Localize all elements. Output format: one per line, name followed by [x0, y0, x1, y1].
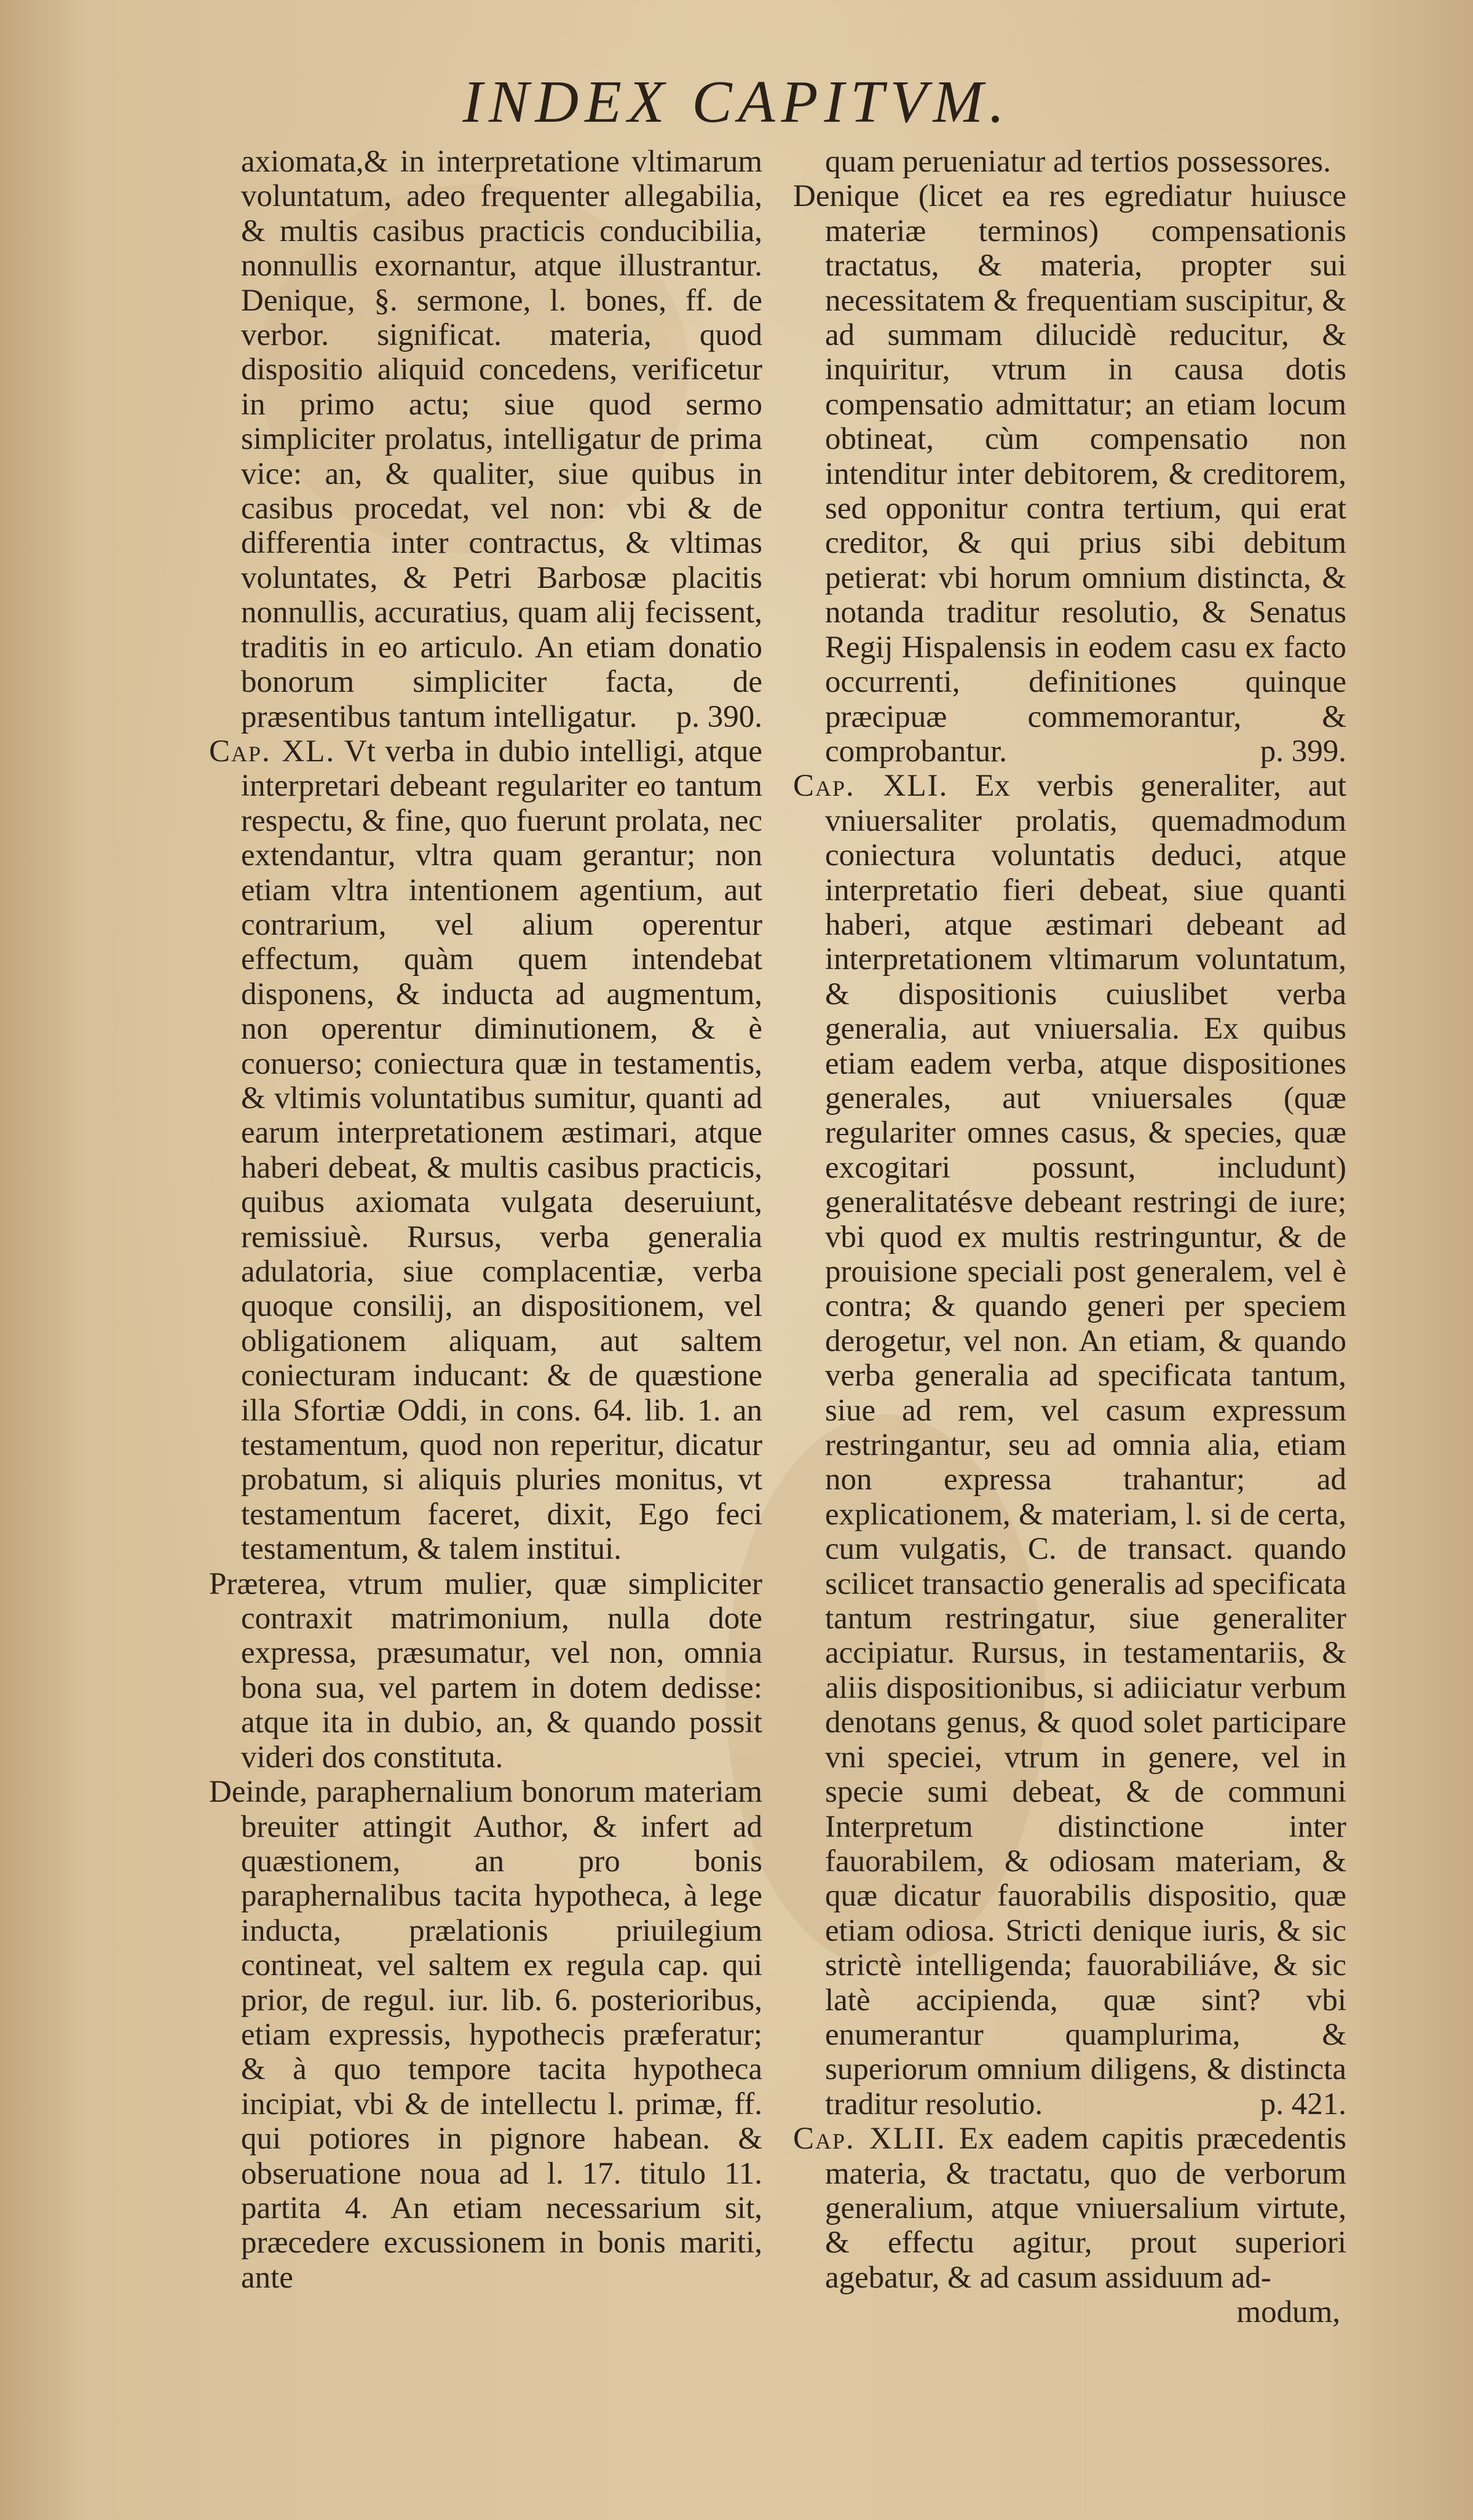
paragraph [793, 145, 1346, 179]
paragraph-text: Denique (licet ea res egrediatur huiusce materiæ terminos) compensationis tractatus, & materia, propter sui necessitatem & frequentiam suscipitur, & ad summam dilucidè reducitur, & inquiritur, vtrum in causa dotis compensatio admittatur; an etiam locum obtineat, cùm compensatio non intenditur inter debitorem, & creditorem, sed opponitur contra tertium, qui erat creditor, & qui prius sibi debitum petierat: vbi horum omnium distincta, & notanda traditur resolutio, & Senatus Regij Hispalensis in eodem casu ex facto occurrenti, definitiones quinque præcipuæ commemorantur, & comprobantur. [793, 179, 1346, 769]
chapter-label: Cap. XLI. [793, 769, 949, 804]
chapter-label: Cap. XL. [209, 734, 336, 769]
paragraph [209, 1567, 762, 1775]
chapter-text: Ex verbis generaliter, aut vniuersaliter prolatis, quemadmodum coniectura voluntatis deduci, atque interpretatio fieri debeat, siue quanti haberi, atque æstimari debeant ad interpretationem vltimarum voluntatum, & dispositionis cuiuslibet verba generalia, aut vniuersalia. Ex quibus etiam eadem verba, atque dispositiones generales, aut vniuersales (quæ regulariter omnes casus, & species, quæ excogitari possunt, includunt) generalitatésve debeant restringi de iure; vbi quod ex multis restringuntur, & de prouisione speciali post generalem, vel è contra; & quando generi per speciem derogetur, vel non. An etiam, & quando verba generalia ad specificata tantum, siue ad rem, vel casum expressum restringantur, seu ad omnia alia, etiam non expressa trahantur; ad explicationem, & materiam, l. si de certa, cum vulgatis, C. de transact. quando scilicet transactio generalis ad specificata tantum restringatur, siue generaliter accipiatur. Rursus, in testamentariis, & aliis dispositionibus, si adiiciatur verbum denotans genus, & quod solet participare vni speciei, vtrum in genere, vel in specie sumi debeat, & de communi Interpretum distinctione inter fauorabilem, & odiosam materiam, & quæ dicatur fauorabilis dispositio, quæ etiam odiosa. Stricti denique iuris, & sic strictè intelligenda; fauorabiliáve, & sic latè accipienda, quæ sint? vbi enumerantur quamplurima, & superiorum omnium diligens, & distincta traditur resolutio. [825, 769, 1347, 2122]
paragraph-text: Præterea, vtrum mulier, quæ simpliciter contraxit matrimonium, nulla dote expressa, præsumatur, vel non, omnia bona sua, vel partem in dotem dedisse: atque ita in dubio, an, & quando possit videri dos constituta. [209, 1566, 762, 1775]
paragraph [793, 179, 1346, 769]
page-reference: p. 421. [1260, 2086, 1346, 2122]
chapter-text: Vt verba in dubio intelligi, atque interpretari debeant regulariter eo tantum respectu, & fine, quo fuerunt prolata, nec extendantur, vltra quam gerantur; non etiam vltra intentionem agentium, aut contrarium, vel alium operentur effectum, quàm quem intendebat disponens, & inducta ad augmentum, non operentur diminutionem, & è conuerso; coniectura quæ in testamentis, & vltimis voluntatibus sumitur, quanti ad earum interpretationem æstimari, atque haberi debeat, & multis casibus practicis, quibus axiomata vulgata deseruiunt, remissiuè. Rursus, verba generalia adulatoria, siue complacentiæ, verba quoque consilij, an dispositionem, vel obligationem aliquam, aut saltem coniecturam inducant: & de quæstione illa Sfortiæ Oddi, in cons. 64. lib. 1. an testamentum, quod non reperitur, dicatur probatum, si aliquis pluries monitus, vt testamentum faceret, dixit, Ego feci testamentum, & talem institui. [241, 734, 762, 1567]
chapter-text: Ex eadem capitis præcedentis materia, & tractatu, quo de verborum generalium, atque vniuersalium virtute, & effectu agitur, prout superiori agebatur, & ad casum assiduum ad- [825, 2122, 1346, 2295]
chapter-label: Cap. XLII. [793, 2122, 946, 2157]
right-column [793, 145, 1346, 2330]
paragraph [209, 1775, 762, 2295]
left-column [209, 145, 762, 2295]
chapter-entry [793, 2122, 1346, 2295]
page-title: INDEX CAPITVM. [462, 69, 1011, 135]
chapter-entry [209, 734, 762, 1567]
catchword: modum, [1236, 2295, 1340, 2330]
page-reference: p. 390. [676, 699, 762, 734]
chapter-entry [793, 769, 1346, 2122]
paragraph-text: quam perueniatur ad tertios possessores. [825, 145, 1331, 179]
page-reference: p. 399. [1260, 734, 1346, 769]
paragraph [209, 145, 762, 734]
paragraph-text: Deinde, paraphernalium bonorum materiam breuiter attingit Author, & infert ad quæstionem, an pro bonis paraphernalibus tacita hypotheca, à lege inducta, prælationis priuilegium contineat, vel saltem ex regula cap. qui prior, de regul. iur. lib. 6. posterioribus, etiam expressis, hypothecis præferatur; & à quo tempore tacita hypotheca incipiat, vbi & de intellectu l. primæ, ff. qui potiores in pignore habean. & obseruatione noua ad l. 17. titulo 11. partita 4. An etiam necessarium sit, præcedere excussionem in bonis mariti, ante [209, 1775, 762, 2295]
paragraph-text: axiomata,& in interpretatione vltimarum voluntatum, adeo frequenter allegabilia, & multis casibus practicis conducibilia, nonnullis exornantur, atque illustrantur. Denique, §. sermone, l. bones, ff. de verbor. significat. materia, quod dispositio aliquid concedens, verificetur in primo actu; siue quod sermo simpliciter prolatus, intelligatur de prima vice: an, & qualiter, siue quibus in casibus procedat, vel non: vbi & de differentia inter contractus, & vltimas voluntates, & Petri Barbosæ placitis nonnullis, accuratius, quam alij fecissent, traditis in eo articulo. An etiam donatio bonorum simpliciter facta, de præsentibus tantum intelligatur. [241, 145, 762, 734]
